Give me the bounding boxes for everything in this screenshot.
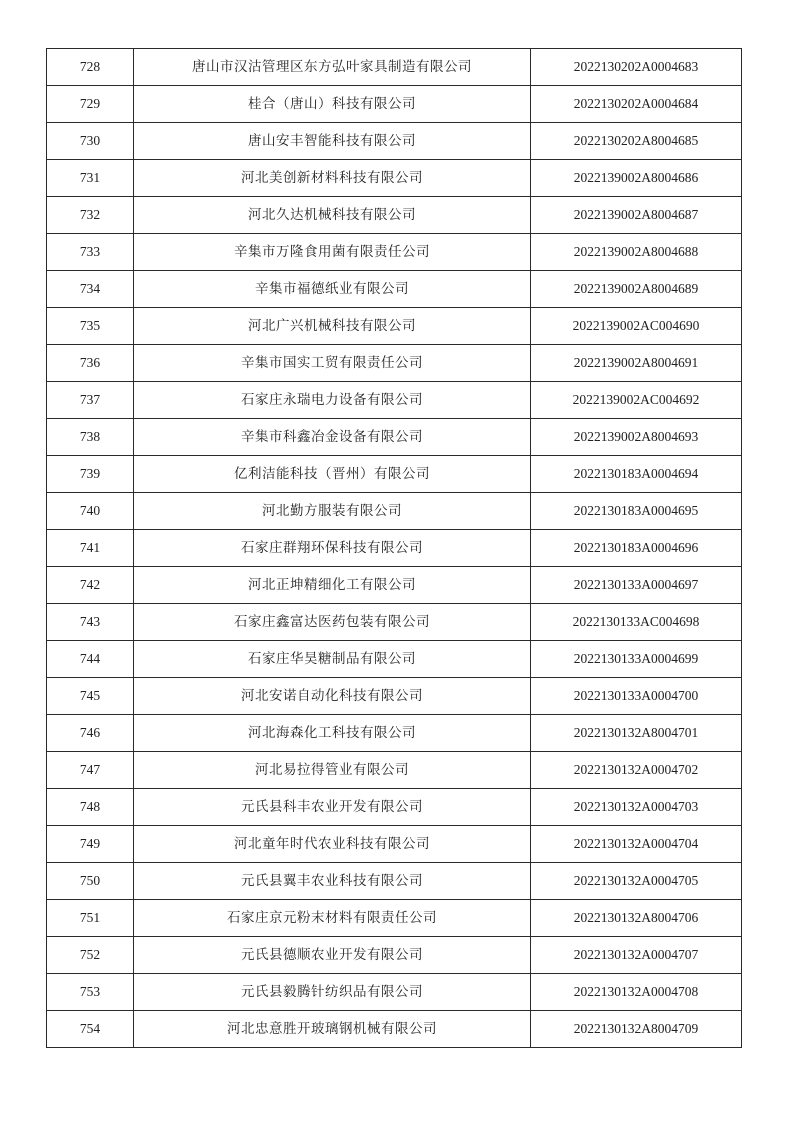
company-name-cell: 石家庄京元粉末材料有限责任公司 — [134, 900, 531, 937]
table-row — [47, 271, 742, 308]
company-name-cell: 辛集市国实工贸有限责任公司 — [134, 345, 531, 382]
row-number-cell: 745 — [47, 678, 134, 715]
registration-code-cell: 2022130183A0004696 — [531, 530, 742, 567]
row-number-cell: 748 — [47, 789, 134, 826]
registration-code-cell: 2022130133A0004700 — [531, 678, 742, 715]
company-name-cell: 辛集市福德纸业有限公司 — [134, 271, 531, 308]
company-name-cell: 河北安诺自动化科技有限公司 — [134, 678, 531, 715]
company-name-cell: 唐山安丰智能科技有限公司 — [134, 123, 531, 160]
row-number-cell: 738 — [47, 419, 134, 456]
table-row — [47, 789, 742, 826]
table-row — [47, 641, 742, 678]
row-number-cell: 749 — [47, 826, 134, 863]
registration-code-cell: 2022130183A0004694 — [531, 456, 742, 493]
table-row — [47, 382, 742, 419]
table-row — [47, 234, 742, 271]
row-number-cell: 731 — [47, 160, 134, 197]
registration-code-cell: 2022130132A0004708 — [531, 974, 742, 1011]
row-number-cell: 742 — [47, 567, 134, 604]
company-name-cell: 石家庄鑫富达医药包装有限公司 — [134, 604, 531, 641]
row-number-cell: 752 — [47, 937, 134, 974]
table-row — [47, 567, 742, 604]
table-row — [47, 826, 742, 863]
registration-code-cell: 2022130133A0004697 — [531, 567, 742, 604]
table-row — [47, 900, 742, 937]
table-row — [47, 678, 742, 715]
table-row — [47, 123, 742, 160]
row-number-cell: 741 — [47, 530, 134, 567]
table-row — [47, 308, 742, 345]
table-row — [47, 456, 742, 493]
company-name-cell: 河北正坤精细化工有限公司 — [134, 567, 531, 604]
registration-code-cell: 2022130132A8004701 — [531, 715, 742, 752]
row-number-cell: 733 — [47, 234, 134, 271]
table-row — [47, 197, 742, 234]
company-name-cell: 元氏县翼丰农业科技有限公司 — [134, 863, 531, 900]
table-row — [47, 160, 742, 197]
company-list-table — [46, 48, 742, 1048]
registration-code-cell: 2022139002A8004686 — [531, 160, 742, 197]
row-number-cell: 734 — [47, 271, 134, 308]
row-number-cell: 737 — [47, 382, 134, 419]
row-number-cell: 735 — [47, 308, 134, 345]
row-number-cell: 728 — [47, 49, 134, 86]
company-name-cell: 河北勤方服装有限公司 — [134, 493, 531, 530]
company-name-cell: 辛集市科鑫冶金设备有限公司 — [134, 419, 531, 456]
row-number-cell: 751 — [47, 900, 134, 937]
company-name-cell: 元氏县科丰农业开发有限公司 — [134, 789, 531, 826]
company-name-cell: 河北易拉得管业有限公司 — [134, 752, 531, 789]
table-row — [47, 86, 742, 123]
row-number-cell: 736 — [47, 345, 134, 382]
company-name-cell: 元氏县德顺农业开发有限公司 — [134, 937, 531, 974]
registration-code-cell: 2022130202A0004683 — [531, 49, 742, 86]
company-name-cell: 河北海森化工科技有限公司 — [134, 715, 531, 752]
row-number-cell: 754 — [47, 1011, 134, 1048]
table-row — [47, 345, 742, 382]
company-name-cell: 桂合（唐山）科技有限公司 — [134, 86, 531, 123]
row-number-cell: 747 — [47, 752, 134, 789]
company-name-cell: 河北忠意胜开玻璃钢机械有限公司 — [134, 1011, 531, 1048]
registration-code-cell: 2022139002A8004687 — [531, 197, 742, 234]
company-name-cell: 辛集市万隆食用菌有限责任公司 — [134, 234, 531, 271]
table-row — [47, 530, 742, 567]
registration-code-cell: 2022130183A0004695 — [531, 493, 742, 530]
registration-code-cell: 2022139002AC004692 — [531, 382, 742, 419]
row-number-cell: 732 — [47, 197, 134, 234]
table-row — [47, 419, 742, 456]
registration-code-cell: 2022139002A8004688 — [531, 234, 742, 271]
registration-code-cell: 2022130132A0004705 — [531, 863, 742, 900]
company-name-cell: 河北美创新材料科技有限公司 — [134, 160, 531, 197]
company-name-cell: 石家庄华昊糖制品有限公司 — [134, 641, 531, 678]
row-number-cell: 753 — [47, 974, 134, 1011]
company-name-cell: 河北久达机械科技有限公司 — [134, 197, 531, 234]
table-row — [47, 974, 742, 1011]
row-number-cell: 729 — [47, 86, 134, 123]
registration-code-cell: 2022139002A8004693 — [531, 419, 742, 456]
registration-code-cell: 2022130202A8004685 — [531, 123, 742, 160]
registration-code-cell: 2022130132A8004706 — [531, 900, 742, 937]
table-row — [47, 493, 742, 530]
table-row — [47, 604, 742, 641]
table-row — [47, 1011, 742, 1048]
registration-code-cell: 2022130202A0004684 — [531, 86, 742, 123]
company-name-cell: 元氏县毅腾针纺织品有限公司 — [134, 974, 531, 1011]
table-body — [47, 49, 742, 1048]
registration-code-cell: 2022130132A0004703 — [531, 789, 742, 826]
registration-code-cell: 2022130133A0004699 — [531, 641, 742, 678]
registration-code-cell: 2022130132A0004704 — [531, 826, 742, 863]
registration-code-cell: 2022130132A0004707 — [531, 937, 742, 974]
table-row — [47, 752, 742, 789]
company-name-cell: 唐山市汉沽管理区东方弘叶家具制造有限公司 — [134, 49, 531, 86]
row-number-cell: 746 — [47, 715, 134, 752]
row-number-cell: 739 — [47, 456, 134, 493]
company-name-cell: 石家庄永瑞电力设备有限公司 — [134, 382, 531, 419]
registration-code-cell: 2022130133AC004698 — [531, 604, 742, 641]
table-row — [47, 715, 742, 752]
company-name-cell: 石家庄群翔环保科技有限公司 — [134, 530, 531, 567]
registration-code-cell: 2022139002AC004690 — [531, 308, 742, 345]
registration-code-cell: 2022139002A8004691 — [531, 345, 742, 382]
company-name-cell: 河北童年时代农业科技有限公司 — [134, 826, 531, 863]
table-row — [47, 937, 742, 974]
registration-code-cell: 2022139002A8004689 — [531, 271, 742, 308]
company-name-cell: 亿利洁能科技（晋州）有限公司 — [134, 456, 531, 493]
row-number-cell: 740 — [47, 493, 134, 530]
row-number-cell: 744 — [47, 641, 134, 678]
company-name-cell: 河北广兴机械科技有限公司 — [134, 308, 531, 345]
registration-code-cell: 2022130132A8004709 — [531, 1011, 742, 1048]
row-number-cell: 743 — [47, 604, 134, 641]
table-row — [47, 49, 742, 86]
table-row — [47, 863, 742, 900]
row-number-cell: 750 — [47, 863, 134, 900]
registration-code-cell: 2022130132A0004702 — [531, 752, 742, 789]
row-number-cell: 730 — [47, 123, 134, 160]
